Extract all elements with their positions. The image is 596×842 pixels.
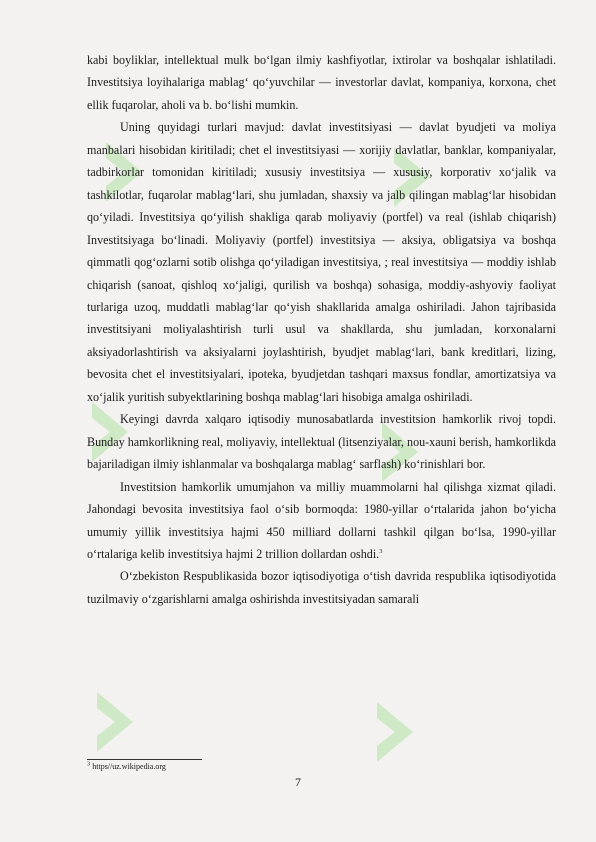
paragraph: Keyingi davrda xalqaro iqtisodiy munosabatlarda investitsion hamkorlik rivoj topdi. Bunday hamkorlikning real, moliyaviy, intellektual (litsenziyalar, nou-xauni berish, hamkorlikda bajariladigan ilmiy ishlanmalar va boshqalarga mablagʻ sarflash) koʻrinishlari bor. xyxy=(87,412,556,472)
paragraph: Oʻzbekiston Respublikasida bozor iqtisodiyotiga oʻtish davrida respublika iqtisodiyotida tuzilmaviy oʻzgarishlarni amalga oshirishda investitsiyadan samarali xyxy=(87,569,556,606)
paragraph-text: Investitsion hamkorlik umumjahon va milliy muammolarni hal qilishga xizmat qiladi. Jahondagi bevosita investitsiya faol oʻsib bormoqda: 1980-yillar oʻrtalarida jahon boʻyicha umumiy yillik investitsiya hajmi 450 milliard dollarni tashkil qilgan boʻlsa, 1990-yillar oʻrtalariga kelib investitsiya hajmi 2 trillion dollardan oshdi. xyxy=(87,479,556,561)
body-text xyxy=(87,49,556,610)
paragraph: kabi boyliklar, intellektual mulk boʻlgan ilmiy kashfiyotlar, ixtirolar va boshqalar ishlatiladi. Investitsiya loyihalariga mablagʻ qoʻyuvchilar — investorlar davlat, kompaniya, korxona, chet ellik fuqarolar, aholi va b. boʻlishi mumkin. xyxy=(87,53,556,112)
footnote-marker: 3 xyxy=(87,760,91,768)
watermark-icon xyxy=(375,700,415,764)
footnote-divider xyxy=(87,759,202,760)
paragraph: Uning quyidagi turlari mavjud: davlat investitsiyasi — davlat byudjeti va moliya manbalari hisobidan kiritiladi; chet el investitsiyasi — xorijiy davlatlar, banklar, kompaniyalar, tadbirkorlar tomonidan kiritiladi; xususiy investitsiya — xususiy, korporativ xoʻjalik va tashkilotlar, fuqarolar mablagʻlari, shu jumladan, shaxsiy va jalb qilingan mablagʻlar hisobidan qoʻyiladi. Investitsiya qoʻyilish shakliga qarab moliyaviy (portfel) va real (ishlab chiqarish) Investitsiyaga boʻlinadi. Moliyaviy (portfel) investitsiya — aksiya, obligatsiya va boshqa qimmatli qogʻozlarni sotib olishga qoʻyiladigan investitsiya, ; real investitsiya — moddiy ishlab chiqarish (sanoat, qishloq xoʻjaligi, qurilish va boshqa) sohasiga, moddiy-ashyoviy faoliyat turlariga uzoq, muddatli mablagʻlar qoʻyish shakllarida amalga oshiriladi. Jahon tajribasida investitsiyani moliyalashtirish turli usul va shakllarda, shu jumladan, korxonalarni aksiyadorlashtirish va aksiyalarni joylashtirish, byudjet mablagʻlari, bank kreditlari, lizing, bevosita chet el investitsiyalari, ipoteka, byudjetdan tashqari maxsus fondlar, amortizatsiya va xoʻjalik yuritish subyektlarining boshqa mablagʻlari hisobiga amalga oshiriladi. xyxy=(87,120,556,404)
footnote xyxy=(87,762,166,772)
page-number: 7 xyxy=(295,775,301,789)
footnote-reference[interactable]: 3 xyxy=(379,547,383,555)
watermark-icon xyxy=(95,690,135,754)
paragraph xyxy=(87,476,556,566)
footnote-link[interactable]: https//uz.wikipedia.org xyxy=(92,762,166,771)
